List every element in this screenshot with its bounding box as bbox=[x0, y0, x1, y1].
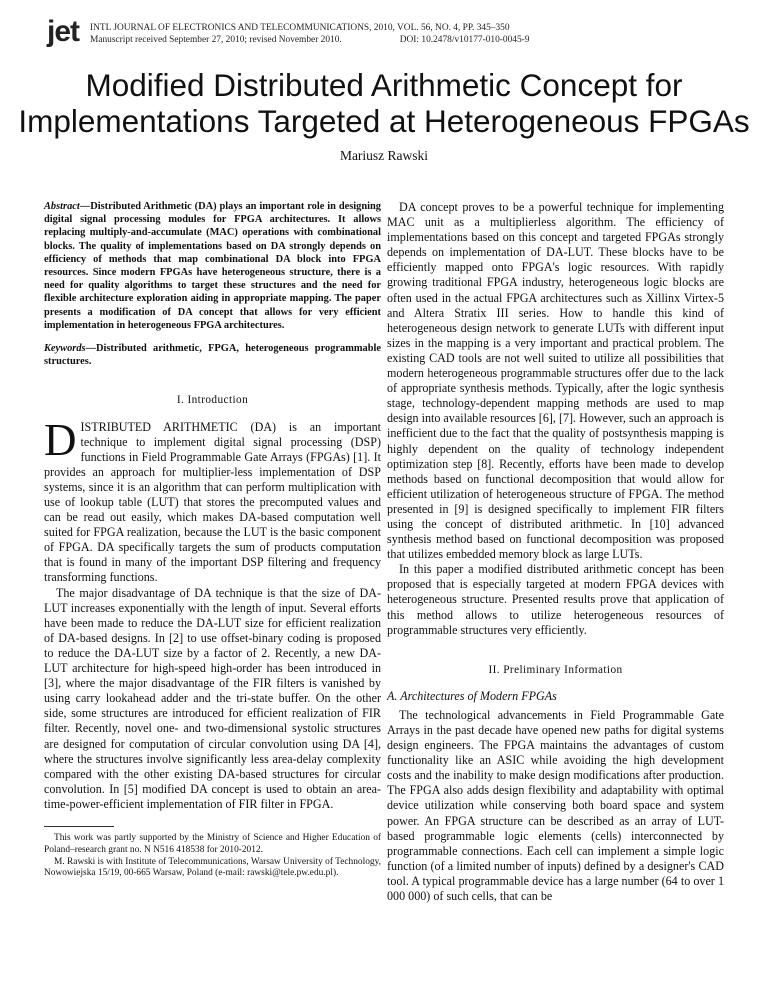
section-heading-introduction: I. Introduction bbox=[176, 394, 249, 407]
paper-title bbox=[0, 67, 768, 139]
intro-paragraph-3: DA concept proves to be a powerful technique for implementing MAC unit as a multiplierless algorithm. The efficiency of implementations based on this concept and targeted FPGAs strongly depends on implementation of DA-LUT. These blocks have to be efficiently mapped onto FPGA's logic resources. With rapidly growing traditional FPGA industry, heterogeneous logic blocks are often used in the actual FPGA architectures such as Xillinx Virtex-5 and Altera Stratix III series. How to handle this kind of heterogeneous design network to generate LUTs with different input sizes in the mapping is a very important and practical problem. The existing CAD tools are not well suited to utilize all possibilities that modern heterogeneous programmable structures offer due to the lack of appropriate synthesis methods. Typically, after the logic synthesis stage, technology-dependent mapping methods are used to map design into available resources [6], [7]. However, such an approach is inefficient due to the fact that the quality of postsynthesis mapping is highly dependent on the quality of technology independent optimization step [8]. Recently, efforts have been made to develop methods based on functional decomposition that would allow for efficient utilization of heterogeneous structure of FPGA. The method presented in [9] is designed specifically to implement FIR filters using the concept of distributed arithmetic. In [10] advanced synthesis method based on functional decomposition was proposed that utilizes embedded memory block as large LUTs. bbox=[387, 200, 725, 562]
journal-citation: INTL JOURNAL OF ELECTRONICS AND TELECOMMUNICATIONS, 2010, VOL. 56, NO. 4, PP. 345–350 bbox=[90, 23, 510, 33]
title-line-2: Implementations Targeted at Heterogeneous FPGAs bbox=[18, 103, 750, 139]
section-heading-preliminary: II. Preliminary Information bbox=[488, 663, 623, 676]
intro-paragraph-1 bbox=[44, 414, 381, 586]
intro-paragraph-1-text: ISTRIBUTED ARITHMETIC (DA) is an important technique to implement digital signal processing (DSP) functions in Field Programmable Gate Arrays (FPGAs) [1]. It provides an approach for multiplier-less implementation of DSP systems, since it is an algorithm that can perform multiplication with use of lookup table (LUT) that stores the precomputed values and can be read out easily, which makes DA-based computation well suited for FPGA realization, because the LUT is the basic component of FPGA. DA specifically targets the sum of products computation that is found in many of the important DSP filtering and frequency transforming functions. bbox=[44, 419, 381, 585]
keywords-text: —Distributed arithmetic, FPGA, heterogeneous programmable structures. bbox=[44, 343, 381, 368]
doi: DOI: 10.2478/v10177-010-0045-9 bbox=[399, 35, 530, 45]
journal-logo: jet bbox=[47, 15, 80, 48]
intro-paragraph-4: In this paper a modified distributed arithmetic concept has been proposed that is especially targeted at modern FPGA devices with heterogeneous structure. Presented results prove that application of this method allows to utilize heterogeneous resources of programmable structures very efficiently. bbox=[387, 562, 724, 637]
right-column bbox=[387, 200, 724, 904]
section2-paragraph-1: The technological advancements in Field Programmable Gate Arrays in the past decade have opened new paths for digital systems design engineers. The FPGA maintains the advantages of custom functionality like an ASIC while avoiding the high development costs and the inability to make design modifications after production. The FPGA also adds design flexibility and adaptability with optimal device utilization while conserving both board space and system power. An FPGA structure can be described as an array of LUT-based programmable logic elements (cells) interconnected by programmable connections. Each cell can implement a simple logic function (of a limited number of inputs) defined by a designer's CAD tool. A typical programmable device has a large number (64 to over 1 000 000) of such cells, that can be bbox=[387, 707, 724, 904]
footnote-affiliation: M. Rawski is with Institute of Telecommunications, Warsaw University of Technology, Nowowiejska 15/19, 00-665 Warsaw, Poland (e-mail: rawski@tele.pw.edu.pl). bbox=[44, 856, 381, 879]
abstract-lead: Abstract bbox=[44, 201, 80, 212]
manuscript-dates: Manuscript received September 27, 2010; revised November 2010. bbox=[90, 35, 342, 45]
author: Mariusz Rawski bbox=[339, 148, 429, 163]
footnote-funding: This work was partly supported by the Ministry of Science and Higher Education of Poland–research grant no. N N516 418538 for 2010-2012. bbox=[44, 832, 381, 855]
footnote-divider bbox=[44, 826, 114, 827]
subsection-heading: A. Architectures of Modern FPGAs bbox=[387, 688, 557, 703]
abstract-text: —Distributed Arithmetic (DA) plays an important role in designing digital signal processing modules for FPGA architectures. It allows replacing multiply-and-accumulate (MAC) operations with combinational blocks. The quality of implementations based on DA strongly depends on efficiency of methods that map combinational DA block into FPGA resources. Since modern FPGAs have heterogeneous structure, there is a need for quality algorithms to target these structures and the need for flexible architecture exploration aiding in appropriate mapping. The paper presents a modification of DA concept that allows for very efficient implementation in heterogeneous FPGA architectures. bbox=[44, 201, 381, 331]
journal-header bbox=[90, 22, 529, 46]
left-column bbox=[44, 200, 381, 880]
intro-paragraph-2: The major disadvantage of DA technique is that the size of DA-LUT increases exponentially with the length of input. Several efforts have been made to reduce the DA-LUT size for efficient realization of DA-based designs. In [2] to use offset-binary coding is proposed to reduce the DA-LUT size by a factor of 2. Recently, a new DA-LUT architecture for high-speed high-order has been introduced in [3], where the major disadvantage of the FIR filters is vanished by using carry lookahead adder and the tri-state buffer. On the other side, some structures are introduced for efficient realization of FIR filter. Recently, novel one- and two-dimensional systolic structures are designed for computation of circular convolution using DA [4], where the structures involve significantly less area-delay complexity compared with the other existing DA-based structures for circular convolution. In [5] modified DA concept is used to obtain an area-time-power-efficient implementation of FIR filter in FPGA. bbox=[44, 585, 381, 811]
title-line-1: Modified Distributed Arithmetic Concept for bbox=[85, 67, 683, 103]
keywords bbox=[44, 342, 381, 368]
keywords-lead: Keywords bbox=[44, 343, 86, 355]
drop-cap: D bbox=[44, 414, 77, 465]
abstract bbox=[44, 200, 381, 332]
